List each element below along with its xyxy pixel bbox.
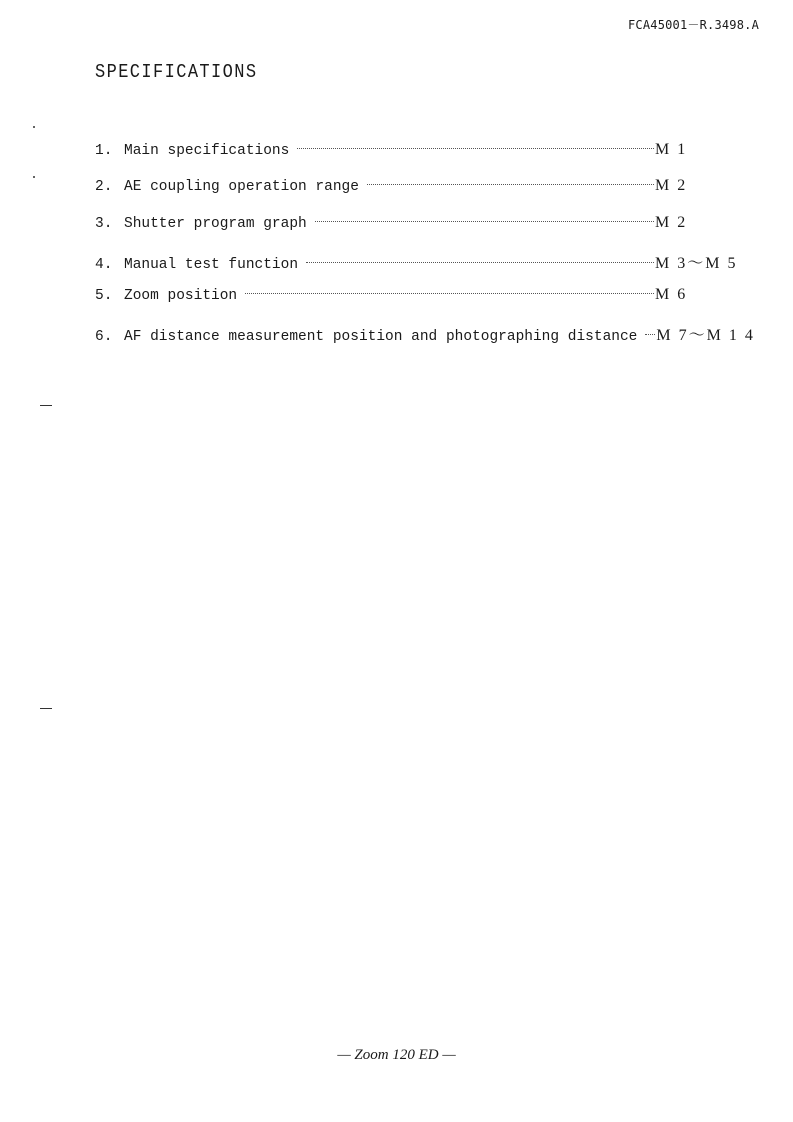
toc-entry-number: 4. <box>95 256 113 273</box>
page-footer: — Zoom 120 ED — <box>337 1047 456 1063</box>
table-of-contents <box>95 141 755 359</box>
toc-entry-label: Shutter program graph <box>124 215 307 232</box>
toc-entry-label: Main specifications <box>124 143 290 159</box>
toc-entry-page: M 1 <box>655 141 688 158</box>
scan-mark <box>40 405 52 406</box>
toc-entry-page: M 6 <box>655 286 688 304</box>
toc-entry-number: 1. <box>95 143 113 159</box>
toc-entry-manual-test <box>95 250 755 286</box>
toc-entry-number: 6. <box>95 329 113 346</box>
dotted-leader <box>245 293 654 294</box>
toc-entry-af-distance <box>95 322 755 358</box>
scan-mark <box>33 176 35 178</box>
page-title: SPECIFICATIONS <box>95 62 258 84</box>
scan-mark <box>33 126 35 128</box>
toc-entry-page: M 3～M 5 <box>655 254 738 272</box>
toc-entry-label: AF distance measurement position and photographing distance <box>124 329 638 346</box>
toc-entry-ae-coupling <box>95 177 755 213</box>
toc-entry-label: AE coupling operation range <box>124 179 359 196</box>
toc-entry-page: M 2 <box>655 177 688 195</box>
dotted-leader <box>297 148 654 149</box>
toc-entry-number: 5. <box>95 288 113 305</box>
dotted-leader <box>367 184 654 185</box>
toc-entry-page: M 7～M 1 4 <box>656 327 755 345</box>
dotted-leader <box>306 262 654 263</box>
toc-entry-main-specifications <box>95 141 755 177</box>
toc-entry-page: M 2 <box>655 213 688 231</box>
toc-entry-number: 3. <box>95 215 113 232</box>
dotted-leader <box>315 221 654 222</box>
toc-entry-zoom-position <box>95 286 755 322</box>
toc-entry-label: Zoom position <box>124 288 238 305</box>
scan-mark <box>40 708 52 709</box>
dotted-leader <box>645 334 655 335</box>
toc-entry-shutter-program <box>95 214 755 250</box>
toc-entry-label: Manual test function <box>124 256 299 273</box>
toc-entry-number: 2. <box>95 179 113 196</box>
document-code: FCA45001－R.3498.A <box>628 18 759 32</box>
